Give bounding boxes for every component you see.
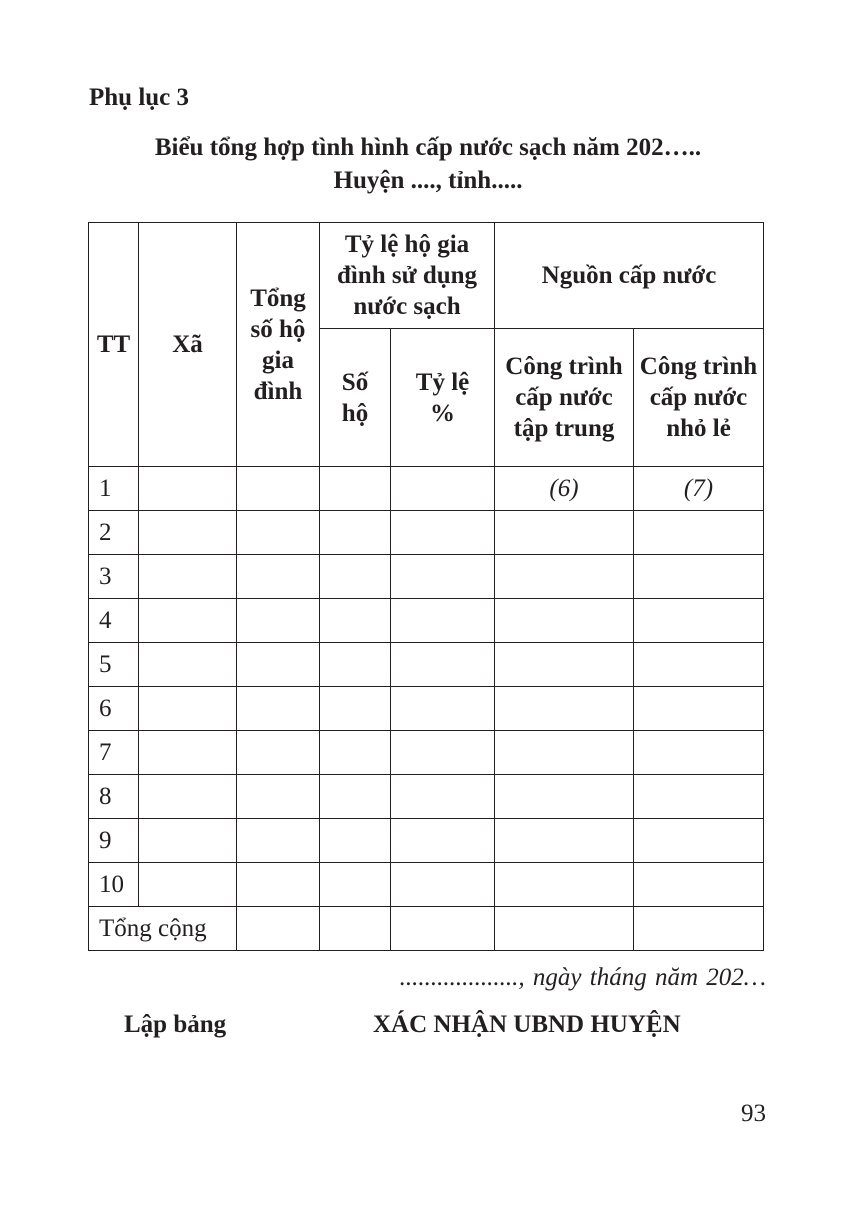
cell-household-count [320,731,391,775]
cell-household-count [320,643,391,687]
cell-small-scale [634,731,764,775]
cell-centralized [495,863,634,907]
cell-centralized [495,687,634,731]
table-row [89,863,764,907]
cell-household-count [320,511,391,555]
cell-total-households [237,819,320,863]
date-line: ..................., ngày tháng năm 202… [399,964,766,991]
row-number: 5 [89,643,139,687]
cell-total-households [237,731,320,775]
cell-total-households [237,775,320,819]
cell-percentage [391,863,495,907]
water-supply-table [88,222,764,951]
cell-household-count [320,555,391,599]
cell-percentage [391,555,495,599]
cell-centralized [495,511,634,555]
cell-commune [139,555,237,599]
table-row [89,775,764,819]
cell-percentage [391,775,495,819]
header-centralized-supply: Công trình cấp nước tập trung [495,329,634,467]
cell-total-households [237,907,320,951]
cell-small-scale [634,687,764,731]
cell-total-households [237,555,320,599]
header-tt: TT [89,223,139,467]
cell-small-scale: (7) [634,467,764,511]
table-row [89,555,764,599]
cell-small-scale [634,907,764,951]
cell-household-count [320,907,391,951]
report-title: Biểu tổng hợp tình hình cấp nước sạch năm 202….. [154,134,702,161]
page-number: 93 [741,1100,766,1127]
row-number: 1 [89,467,139,511]
total-label: Tổng cộng [89,907,237,951]
signature-district-confirmation: XÁC NHẬN UBND HUYỆN [373,1011,681,1038]
cell-centralized [495,775,634,819]
cell-household-count [320,687,391,731]
cell-commune [139,819,237,863]
table-row [89,511,764,555]
cell-household-count [320,863,391,907]
header-percentage: Tỷ lệ % [391,329,495,467]
total-row [89,907,764,951]
cell-commune [139,643,237,687]
cell-total-households [237,687,320,731]
row-number: 9 [89,819,139,863]
row-number: 10 [89,863,139,907]
cell-total-households [237,599,320,643]
row-number: 3 [89,555,139,599]
table-row [89,731,764,775]
cell-small-scale [634,643,764,687]
header-small-scale-supply: Công trình cấp nước nhỏ lẻ [634,329,764,467]
table-row [89,687,764,731]
table-row [89,819,764,863]
cell-percentage [391,643,495,687]
header-xa: Xã [139,223,237,467]
cell-centralized [495,599,634,643]
header-household-count: Số hộ [320,329,391,467]
cell-commune [139,687,237,731]
cell-small-scale [634,599,764,643]
cell-commune [139,467,237,511]
cell-household-count [320,467,391,511]
cell-commune [139,599,237,643]
table-row [89,599,764,643]
cell-centralized: (6) [495,467,634,511]
row-number: 2 [89,511,139,555]
cell-centralized [495,731,634,775]
report-subtitle: Huyện ...., tỉnh..... [333,167,523,194]
cell-household-count [320,599,391,643]
cell-small-scale [634,555,764,599]
table-row [89,643,764,687]
cell-household-count [320,775,391,819]
cell-small-scale [634,511,764,555]
row-number: 7 [89,731,139,775]
header-water-source: Nguồn cấp nước [495,223,764,329]
cell-total-households [237,863,320,907]
cell-household-count [320,819,391,863]
cell-centralized [495,907,634,951]
cell-centralized [495,643,634,687]
cell-centralized [495,555,634,599]
cell-percentage [391,599,495,643]
header-clean-water-ratio: Tỷ lệ hộ gia đình sử dụng nước sạch [320,223,495,329]
cell-percentage [391,467,495,511]
appendix-label: Phụ lục 3 [89,84,190,111]
cell-total-households [237,643,320,687]
row-number: 6 [89,687,139,731]
cell-percentage [391,819,495,863]
row-number: 8 [89,775,139,819]
cell-small-scale [634,819,764,863]
cell-percentage [391,731,495,775]
cell-small-scale [634,775,764,819]
cell-total-households [237,467,320,511]
cell-centralized [495,819,634,863]
cell-total-households [237,511,320,555]
cell-commune [139,511,237,555]
cell-percentage [391,907,495,951]
table-row [89,467,764,511]
signature-prepared-by: Lập bảng [124,1011,227,1038]
row-number: 4 [89,599,139,643]
cell-small-scale [634,863,764,907]
cell-commune [139,731,237,775]
header-total-households: Tổng số hộ gia đình [237,223,320,467]
cell-percentage [391,511,495,555]
cell-commune [139,775,237,819]
cell-commune [139,863,237,907]
cell-percentage [391,687,495,731]
